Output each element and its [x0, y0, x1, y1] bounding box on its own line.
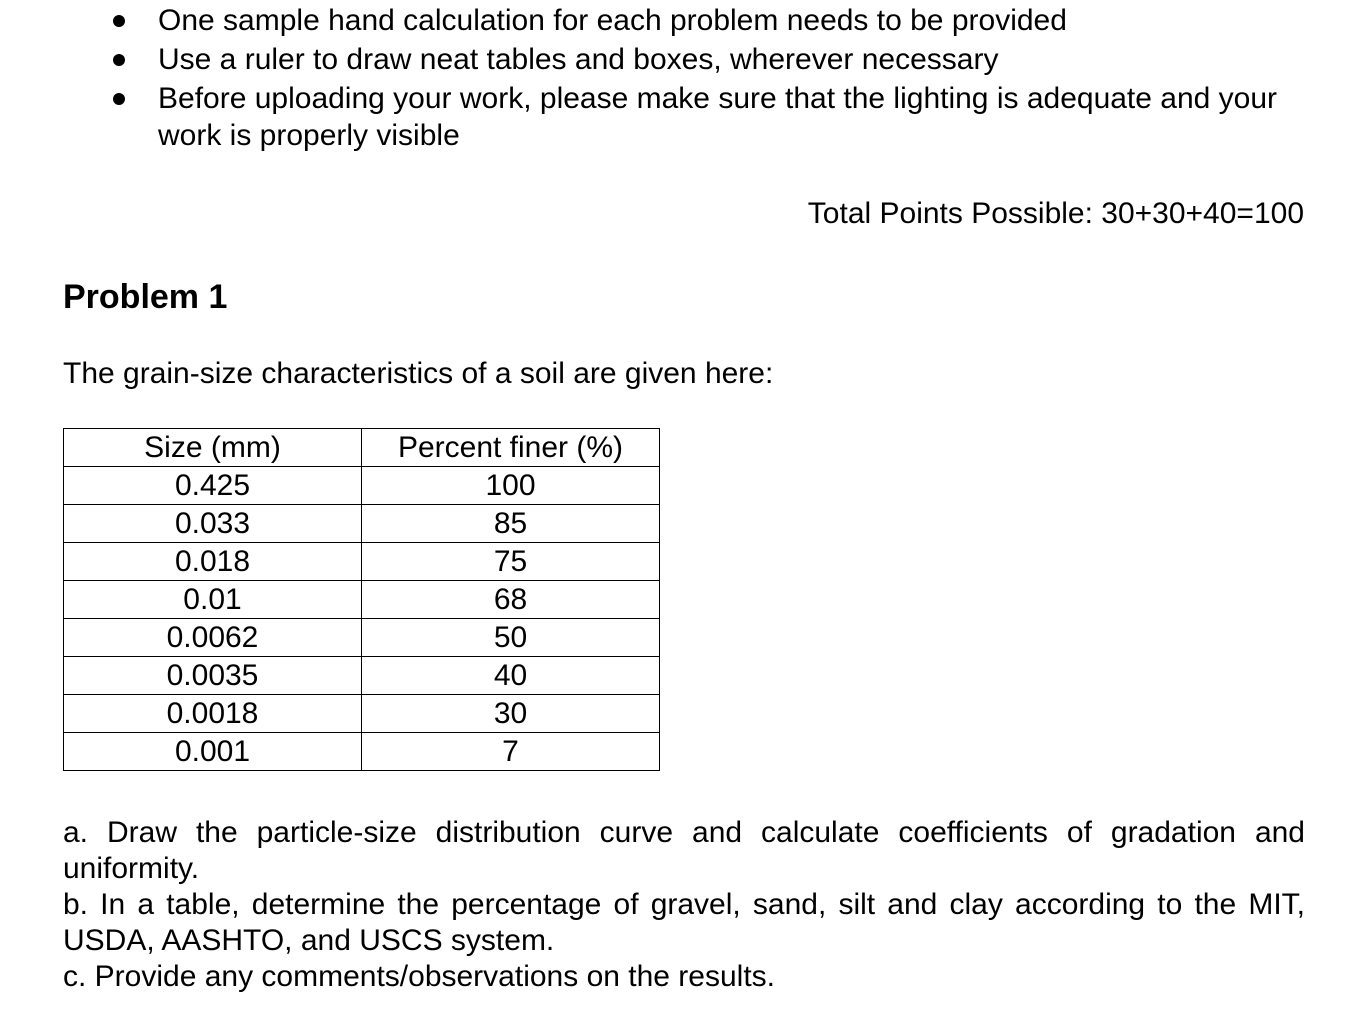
table-row — [64, 657, 660, 695]
percent-cell: 7 — [362, 733, 660, 771]
table-row — [64, 505, 660, 543]
instruction-text: Use a ruler to draw neat tables and boxes, wherever necessary — [158, 43, 999, 76]
percent-cell: 75 — [362, 543, 660, 581]
table-row — [64, 543, 660, 581]
size-cell: 0.018 — [64, 543, 362, 581]
size-cell: 0.0018 — [64, 695, 362, 733]
table-row — [64, 467, 660, 505]
instruction-text: Before uploading your work, please make sure that the lighting is adequate and your work is properly visible — [158, 82, 1278, 152]
header-percent-finer: Percent finer (%) — [362, 429, 660, 467]
percent-cell: 50 — [362, 619, 660, 657]
instruction-text: One sample hand calculation for each problem needs to be provided — [158, 4, 1067, 37]
instruction-item — [158, 80, 1308, 154]
grain-size-table — [63, 428, 660, 771]
size-cell: 0.425 — [64, 467, 362, 505]
size-cell: 0.0062 — [64, 619, 362, 657]
percent-cell: 40 — [362, 657, 660, 695]
size-cell: 0.01 — [64, 581, 362, 619]
problem-title: Problem 1 — [63, 278, 228, 316]
problem-intro: The grain-size characteristics of a soil are given here: — [63, 357, 774, 390]
percent-cell: 30 — [362, 695, 660, 733]
table-row — [64, 733, 660, 771]
size-cell: 0.033 — [64, 505, 362, 543]
instruction-item — [158, 2, 1308, 39]
percent-cell: 85 — [362, 505, 660, 543]
header-size: Size (mm) — [64, 429, 362, 467]
question-b: b. In a table, determine the percentage of gravel, sand, silt and clay according to the MIT, USDA, AASHTO, and USCS system. — [63, 888, 1305, 957]
question-c: c. Provide any comments/observations on the results. — [63, 960, 776, 993]
percent-cell: 100 — [362, 467, 660, 505]
table-header-row — [64, 429, 660, 467]
percent-cell: 68 — [362, 581, 660, 619]
table-row — [64, 695, 660, 733]
bullet-dot-icon — [113, 15, 125, 27]
instruction-item — [158, 41, 1308, 78]
table-row — [64, 581, 660, 619]
table-row — [64, 619, 660, 657]
bullet-dot-icon — [113, 54, 125, 66]
question-list — [63, 815, 1305, 995]
size-cell: 0.001 — [64, 733, 362, 771]
bullet-dot-icon — [113, 93, 125, 105]
question-a: a. Draw the particle-size distribution curve and calculate coefficients of gradation and uniformity. — [63, 816, 1305, 885]
total-points: Total Points Possible: 30+30+40=100 — [807, 197, 1304, 230]
size-cell: 0.0035 — [64, 657, 362, 695]
